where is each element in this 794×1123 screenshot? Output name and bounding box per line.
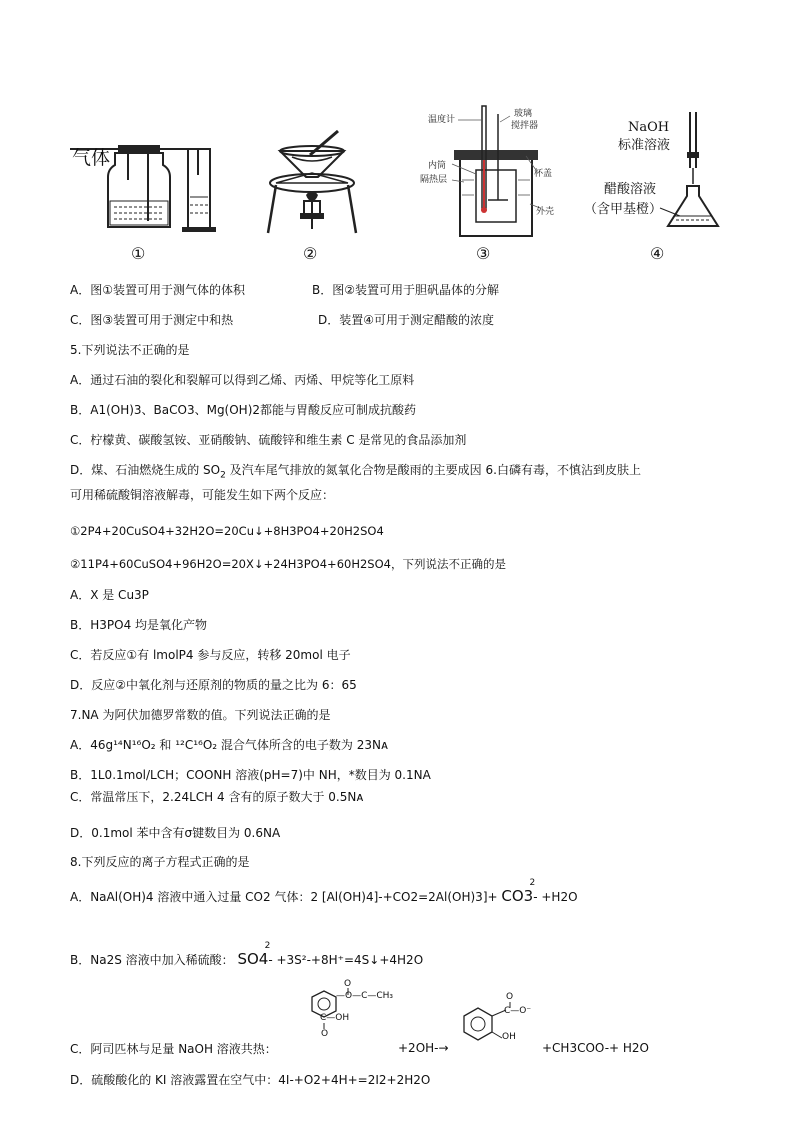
- lid-label: 杯盖: [534, 169, 553, 179]
- q7-option-b: B．1L0.1mol/LCH；COONH 溶液(pH=7)中 NH，*数目为 0.1NA: [70, 768, 431, 782]
- q5-option-a: A．通过石油的裂化和裂解可以得到乙烯、丙烯、甲烷等化工原料: [70, 373, 415, 387]
- figure-1-caption: ①: [131, 244, 146, 263]
- q5-option-d-sub: 2: [220, 470, 226, 481]
- q8-option-a-part1: A．NaAl(OH)4 溶液中通入过量 CO2 气体：2 [Al(OH)4]-+CO2=2Al(OH)3]+: [70, 890, 498, 904]
- q4-option-d: D．装置④可用于测定醋酸的浓度: [318, 313, 494, 327]
- aspirin-ester-group: —O—C—CH₃: [336, 991, 394, 1001]
- q5-option-d-part2: 及汽车尾气排放的氮氧化合物是酸雨的主要成因 6.白磷有毒，不慎沾到皮肤上: [225, 463, 641, 477]
- sulfate-formula: SO4: [237, 950, 269, 968]
- sulfate-charge: 2: [264, 941, 271, 951]
- q6-option-d: D．反应②中氧化剂与还原剂的物质的量之比为 6：65: [70, 678, 357, 692]
- figure-4-titration: [582, 112, 732, 237]
- carbonate-charge: 2: [529, 878, 536, 888]
- gas-label: 气体: [72, 147, 111, 169]
- q7-option-a: A．46g¹⁴N¹⁶O₂ 和 ¹²C¹⁶O₂ 混合气体所含的电子数为 23Nᴀ: [70, 738, 389, 752]
- salicylate-structure: [458, 992, 538, 1050]
- carbonate-formula: CO3: [501, 887, 534, 905]
- thermometer-label: 温度计: [428, 115, 456, 125]
- q8-stem: 8.下列反应的离子方程式正确的是: [70, 855, 250, 869]
- q8-option-c-end: +CH3COO-+ H2O: [542, 1041, 649, 1055]
- salicylate-hydroxyl: OH: [502, 1032, 516, 1042]
- q8-option-b-part2: - +3S²-+8H⁺=4S↓+4H2O: [268, 953, 424, 967]
- figure-2-caption: ②: [303, 244, 318, 263]
- shell-label: 外壳: [536, 207, 555, 217]
- insulation-label: 隔热层: [420, 175, 448, 185]
- aspirin-acid-bottom: O: [321, 1029, 329, 1039]
- figure-4-caption: ④: [650, 244, 665, 263]
- q4-option-c: C．图③装置可用于测定中和热: [70, 313, 234, 327]
- salicylate-carboxylate: C—O⁻: [504, 1006, 532, 1016]
- q4-option-b: B．图②装置可用于胆矾晶体的分解: [312, 283, 499, 297]
- figure-2-tripod-apparatus: [262, 125, 362, 237]
- aspirin-ester-top: O: [344, 979, 352, 989]
- q6-option-c: C．若反应①有 lmolP4 参与反应，转移 20mol 电子: [70, 648, 351, 662]
- q6-equation-2: ②11P4+60CuSO4+96H2O=20X↓+24H3PO4+60H2SO4，下列说法不正确的是: [70, 557, 506, 571]
- figure-1-gas-volume-apparatus: [70, 135, 230, 235]
- stirrer-label-1: 玻璃: [514, 109, 533, 119]
- salicylate-carbonyl: O: [506, 992, 514, 1002]
- q4-option-a: A．图①装置可用于测气体的体积: [70, 283, 245, 297]
- q8-option-b: [70, 941, 424, 968]
- q5-option-d-line2: 可用稀硫酸铜溶液解毒，可能发生如下两个反应：: [70, 488, 335, 502]
- q5-option-c: C．柠檬黄、碳酸氢铵、亚硝酸钠、硫酸锌和维生素 C 是常见的食品添加剂: [70, 433, 467, 447]
- q8-option-c-label: C．阿司匹林与足量 NaOH 溶液共热：: [70, 1042, 277, 1056]
- q6-equation-1: ①2P4+20CuSO4+32H2O=20Cu↓+8H3PO4+20H2SO4: [70, 524, 384, 538]
- q7-option-c: C．常温常压下，2.24LCH 4 含有的原子数大于 0.5Nᴀ: [70, 790, 364, 804]
- q6-option-b: B．H3PO4 均是氧化产物: [70, 618, 208, 632]
- q5-option-d-line1: [70, 462, 641, 483]
- q8-option-d: D．硫酸酸化的 KI 溶液露置在空气中：4I-+O2+4H+=2I2+2H2O: [70, 1073, 431, 1087]
- aspirin-acid-group: C—OH: [320, 1013, 350, 1023]
- tripod-funnel-drawing: [262, 125, 362, 237]
- carbonate-ion: [501, 878, 536, 905]
- figure-3-calorimeter: [418, 100, 558, 240]
- naoh-label: NaOH: [628, 120, 670, 135]
- q7-option-d: D．0.1mol 苯中含有σ键数目为 0.6NA: [70, 826, 281, 840]
- aspirin-structure: [298, 979, 394, 1043]
- q5-stem: 5.下列说法不正确的是: [70, 343, 190, 357]
- figure-3-caption: ③: [476, 244, 491, 263]
- methyl-orange-label: （含甲基橙）: [584, 202, 663, 217]
- q5-option-b: B．A1(OH)3、BaCO3、Mg(OH)2都能与胃酸反应可制成抗酸药: [70, 403, 417, 417]
- q6-option-a: A．X 是 Cu3P: [70, 588, 149, 602]
- q5-option-d-part1: D．煤、石油燃烧生成的 SO: [70, 463, 221, 477]
- stirrer-label-2: 搅拌器: [511, 121, 539, 131]
- inner-cup-label: 内筒: [428, 161, 447, 171]
- q8-option-b-part1: B．Na2S 溶液中加入稀硫酸：: [70, 953, 234, 967]
- standard-solution-label: 标准溶液: [618, 138, 671, 153]
- q8-option-a-part2: - +H2O: [533, 890, 578, 904]
- q7-stem: 7.NA 为阿伏加德罗常数的值。下列说法正确的是: [70, 708, 331, 722]
- q8-option-a: [70, 878, 578, 905]
- acetic-acid-label: 醋酸溶液: [604, 182, 657, 197]
- sulfate-ion: [237, 941, 271, 968]
- q8-option-c-middle: +2OH-→: [398, 1041, 449, 1055]
